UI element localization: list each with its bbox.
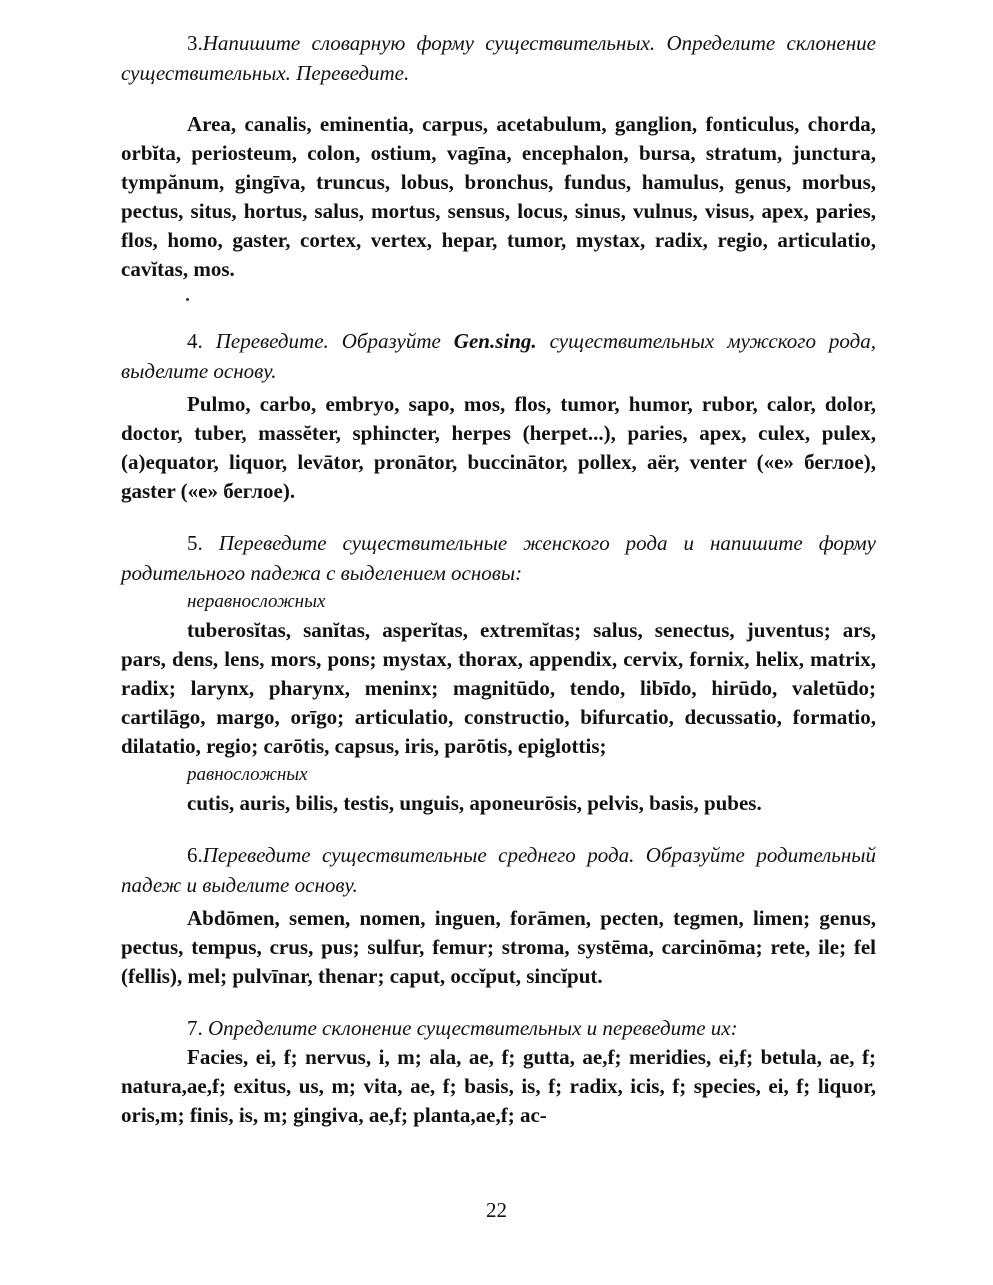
- exercise-7-number: 7.: [187, 1016, 203, 1040]
- exercise-6-words: Abdōmen, semen, nomen, inguen, forāmen, pecten, tegmen, limen; genus, pectus, tempus, crus, pus; sulfur, femur; stroma, systēma, carcinōma; rete, ile; fel (fellis), mel; pulvīnar, thenar; caput, occĭput, sincĭput.: [121, 906, 876, 988]
- exercise-5-subheading-1: неравносложных: [187, 591, 326, 612]
- exercise-5-words-2: cutis, auris, bilis, testis, unguis, aponeurōsis, pelvis, basis, pubes.: [187, 791, 762, 815]
- exercise-4-instruction: [121, 326, 876, 386]
- exercise-6-text: Переведите существительные среднего рода. Образуйте родительный падеж и выделите основу.: [121, 843, 876, 897]
- exercise-5-number: 5.: [187, 531, 203, 555]
- exercise-4-text-c: существительных мужского рода, выделите основу.: [121, 329, 876, 383]
- exercise-3-instruction: [121, 28, 876, 88]
- exercise-7-words: Facies, ei, f; nervus, i, m; ala, ae, f; gutta, ae,f; meridies, ei,f; betula, ae, f; natura,ae,f; exitus, us, m; vita, ae, f; basis, is, f; radix, icis, f; species, ei, f; liquor, oris,m; finis, is, m; gingiva, ae,f; planta,ae,f; ac-: [121, 1045, 876, 1127]
- exercise-4-words: Pulmo, carbo, embryo, sapo, mos, flos, tumor, humor, rubor, calor, dolor, doctor, tuber, massĕter, sphincter, herpes (herpet...), paries, apex, culex, pulex, (a)equator, liquor, levātor, pronātor, buccinātor, pollex, aër, venter («e» беглое), gaster («e» беглое).: [121, 392, 876, 503]
- page-number: 22: [486, 1198, 507, 1222]
- exercise-3-words: Area, canalis, eminentia, carpus, acetabulum, ganglion, fonticulus, chorda, orbĭta, periosteum, colon, ostium, vagīna, encephalon, bursa, stratum, junctura, tympănum, gingīva, truncus, lobus, bronchus, fundus, hamulus, genus, morbus, pectus, situs, hortus, salus, mortus, sensus, locus, sinus, vulnus, visus, apex, paries, flos, homo, gaster, cortex, vertex, hepar, tumor, mystax, radix, regio, articulatio, cavĭtas, mos.: [121, 112, 876, 281]
- exercise-5-instruction: [121, 528, 876, 588]
- exercise-4-text-a: Переведите. Образуйте: [215, 329, 441, 353]
- exercise-5-text: Переведите существительные женского рода и напишите форму родительного падежа с выделением основы:: [121, 531, 877, 585]
- exercise-5-words-1: tuberosĭtas, sanĭtas, asperĭtas, extremĭtas; salus, senectus, juventus; ars, pars, dens, lens, mors, pons; mystax, thorax, appendix, cervix, fornix, helix, matrix, radix; larynx, pharynx, meninx; magnitūdo, tendo, libīdo, hirūdo, valetūdo; cartilāgo, margo, orīgo; articulatio, constructio, bifurcatio, decussatio, formatio, dilatatio, regio; carōtis, capsus, iris, parōtis, epiglottis;: [121, 618, 876, 758]
- exercise-4-number: 4.: [187, 329, 203, 353]
- exercise-6-instruction: [121, 840, 876, 900]
- exercise-7-instruction: [121, 1013, 876, 1043]
- exercise-7-text: Определите склонение существительных и переведите их:: [208, 1016, 738, 1040]
- exercise-5-subheading-2: равносложных: [187, 764, 308, 785]
- exercise-3-text: Напишите словарную форму существительных. Определите склонение существительных. Переведите.: [121, 31, 876, 85]
- page-content: [121, 28, 876, 1130]
- exercise-6-number: 6.: [187, 843, 203, 867]
- exercise-3-number: 3.: [187, 31, 203, 55]
- exercise-4-text-b: Gen.sing.: [453, 329, 537, 353]
